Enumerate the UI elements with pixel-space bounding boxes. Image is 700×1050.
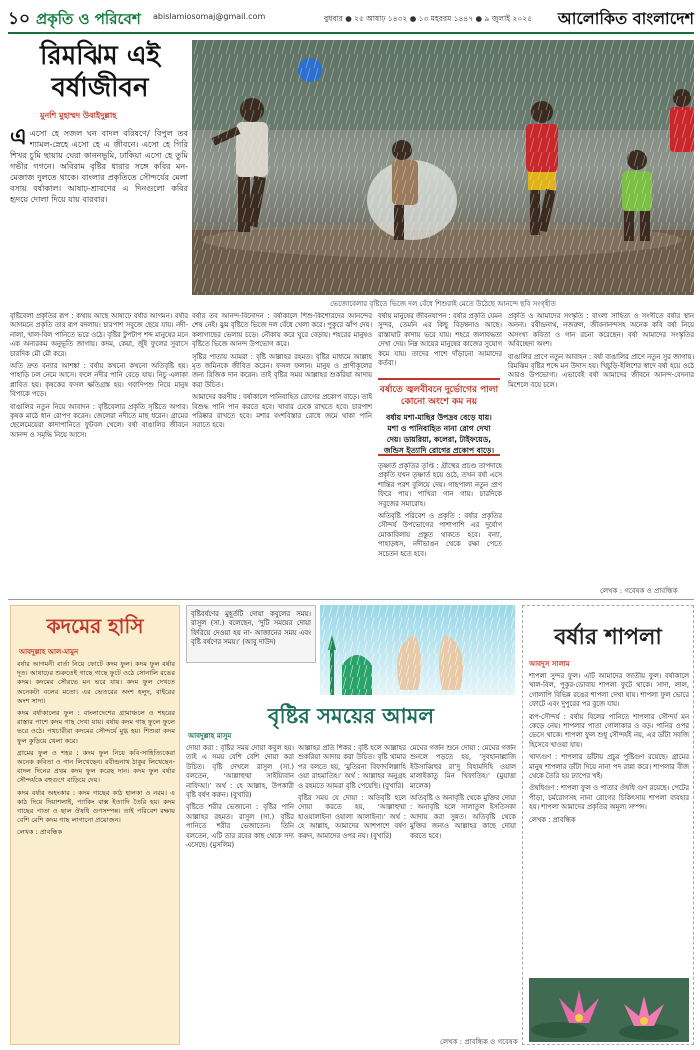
shapla-paragraph: খাদ্যগুণ : শাপলার ডাঁটায় প্রচুর পুষ্টিগুণ রয়েছে। গ্রামের মানুষ শাপলার ডাঁটা দিয়ে নানা পদ রান্না করে। শাপলার বীজ থেকে তৈরি হয় ঢ্যাপের খই। [529, 753, 689, 781]
story-writer: লেখক : গবেষক ও প্রাবন্ধিক [600, 587, 678, 595]
story-paragraph: বৃষ্টিবেলা প্রকৃতির রূপ : কথায় আছে আষাঢ়ে বর্ষার আগমন। বর্ষার আগমনে প্রকৃতি তার রূপ বদলায়। চারপাশ সবুজে ছেয়ে যায়। নদী-নালা, খাল-বিল পানিতে ভরে ওঠে। বৃষ্টির টুপটাপ শব্দ মানুষের মনে এক অন্যরকম অনুভূতি জাগায়। কদম, কেয়া, জুঁই ফুলের সুবাসে চারদিক মৌ মৌ করে। [10, 312, 188, 358]
dua-column-3 [410, 744, 516, 1034]
section-email[interactable]: abislamiosomaj@gmail.com [153, 12, 266, 21]
masthead-logo: আলোকিত বাংলাদেশ [557, 9, 694, 28]
section-title: প্রকৃতি ও পরিবেশ [36, 10, 141, 28]
kadam-writer: লেখক : প্রাবন্ধিক [17, 828, 63, 837]
shapla-body [529, 672, 689, 974]
story-column-1 [10, 312, 188, 594]
shapla-paragraph: রূপ-সৌন্দর্য : বর্ষায় বিলের পানিতে শাপলার সৌন্দর্য মন কেড়ে নেয়। শাপলার পাতা গোলাকার ও বড়। পানির ওপর ভেসে থাকে। শাপলা ফুল শুধু সৌন্দর্যই নয়, এর ডাঁটা সবজি হিসেবে খাওয়া যায়। [529, 712, 689, 749]
hadith-box: বৃষ্টিবর্ষণের মুহূর্তটি দোয়া কবুলের সময়। রাসুল (সা.) বলেছেন, ‘দুটি সময়ের দোয়া ফিরিয়ে দেওয়া হয় না- আজানের সময় এবং বৃষ্টি বর্ষণের সময়।’ (আবু দাউদ) [186, 605, 316, 663]
pull-quote-body: বর্ষায় মশা-মাছির উপদ্রব বেড়ে যায়। মশা ও পানিবাহিত নানা রোগ দেখা দেয়। ডায়রিয়া, কলেরা, টাইফয়েড, জন্ডিস ইত্যাদি রোগের প্রকোপ বাড়ে। [383, 413, 495, 455]
story-paragraph: সৃষ্টির পাতায় আমরা : বৃষ্টি আল্লাহর রহমত। বৃষ্টির মাধ্যমে আল্লাহ মৃত জমিনকে জীবিত করেন। ফসল ফলান। মানুষ ও প্রাণীকূলের জন্য রিজিক দান করেন। তাই বৃষ্টির সময় আল্লাহর শুকরিয়া আদায় করা উচিত। [192, 352, 372, 389]
shapla-writer: লেখক : প্রাবন্ধিক [529, 815, 576, 824]
story-paragraph: তৃষ্ণার্ত প্রকৃতির তৃপ্তি : গ্রীষ্মের প্রচণ্ড তাপদাহে প্রকৃতি যখন তৃষ্ণার্ত হয়ে ওঠে, তখন বর্ষা এসে শান্তির পরশ বুলিয়ে দেয়। গাছপালা নতুন প্রাণ ফিরে পায়। পাখিরা গান গায়। চারদিকে সবুজের সমারোহ। [378, 462, 502, 508]
dua-column-2 [298, 744, 406, 1044]
praying-hands-illustration [320, 605, 515, 695]
story-paragraph: বাঙালির প্রাণে নতুন আবাহন : বর্ষা বাঙালির প্রাণে নতুন সুর জাগায়। রিমঝিম বৃষ্টির শব্দে মন উদাস হয়। খিচুড়ি-ইলিশের স্বাদে বর্ষা হয়ে ওঠে আরও উপভোগ্য। এভাবেই বর্ষা আমাদের জীবনে আনন্দ-বেদনার মিশেলে বয়ে চলে। [508, 352, 694, 389]
kadam-body [17, 660, 175, 1040]
kadam-paragraph: গ্রামের ফুল ও শহর : কদম ফুল নিয়ে কবি-সাহিত্যিকেরা অনেক কবিতা ও গান লিখেছেন। রবীন্দ্রনাথ ঠাকুর লিখেছেন- বাদল দিনের প্রথম কদম ফুল করেছ দান। কদম ফুল বর্ষার সৌন্দর্যকে বহুগুণে বাড়িয়ে দেয়। [17, 748, 175, 785]
story-column-3-bottom [378, 462, 502, 594]
water-lily-image [529, 978, 689, 1042]
dua-paragraph: মেঘের গর্জন শুনে দোয়া : মেঘের গর্জন শুনলে পড়তে হয়, ‘সুবহানাল্লাজি ইউসাব্বিহুর রা’দু বিহামদিহি ওয়াল মালাইকাতু মিন খিফাতিহ।’ (মুয়াত্তা মালেক) [410, 744, 516, 790]
kadam-paragraph: কদম বর্ষাকালের ফুল : বাংলাদেশের গ্রামাঞ্চলে ও শহরের রাস্তার পাশে কদম গাছ দেখা যায়। বর্ষায় কদম গাছ ফুলে ফুলে ভরে ওঠে। পথচারীরা কদমের সৌন্দর্যে মুগ্ধ হয়। শিশুরা কদম ফুল কুড়িয়ে খেলা করে। [17, 709, 175, 745]
section-divider [8, 599, 694, 600]
kadam-paragraph: কদম বর্ষার অহংকার : কদম গাছের কাঠ হালকা ও নরম। এ কাঠ দিয়ে দিয়াশলাই, প্যাকিং বাক্স ইত্যাদি তৈরি হয়। কদম গাছের পাতা ও ছাল ঔষধি গুণসম্পন্ন। তাই পরিবেশ রক্ষায় বেশি বেশি কদম গাছ লাগানো প্রয়োজন। [17, 788, 175, 825]
shapla-paragraph: শাপলা সুন্দর ফুল। এটি আমাদের জাতীয় ফুল। বর্ষাকালে খাল-বিল, পুকুর-ডোবায় শাপলা ফুটে থাকে। সাদা, লাল, গোলাপি বিভিন্ন রঙের শাপলা দেখা যায়। শাপলা ফুল ভোরে ফোটে এবং দুপুরের পর বুজে যায়। [529, 672, 689, 709]
shapla-paragraph: ঔষধিগুণ : শাপলা ফুল ও পাতার ঔষধি গুণ রয়েছে। পেটের পীড়া, চর্মরোগসহ নানা রোগের চিকিৎসায় শাপলা ব্যবহার হয়। শাপলা আমাদের প্রকৃতির অমূল্য সম্পদ। [529, 784, 689, 812]
story-intro [10, 125, 188, 205]
story-column-2 [192, 312, 372, 594]
dateline: বুধবার ● ২৫ আষাঢ় ১৪৩২ ● ১৩ মহররম ১৪৪৭ ● ৯ জুলাই ২০২৫ [324, 14, 532, 23]
kadam-paragraph: বর্ষার আগমনী বার্তা নিয়ে ফোটে কদম ফুল। কদম ফুল বর্ষার দূত। আষাঢ়ের শুরুতেই গাছে গাছে ফুটে ওঠে সোনালি রঙের কদম। কদমের সৌরভে মন ভরে যায়। কদম ফুল দেখতে অনেকটা বলের মতো। এর ভেতরের অংশ হলুদ, বাইরের অংশ সাদা। [17, 660, 175, 705]
story-byline: মুনশি মুহাম্মদ উবাইদুল্লাহ [40, 111, 117, 120]
dua-paragraph: অতিবৃষ্টি ও অনাবৃষ্টি থেকে মুক্তির দোয়া : অনাবৃষ্টি হলে সালাতুল ইসতিসকা আদায় করা সুন্নত। অতিবৃষ্টি থেকে মুক্তির জন্যও আল্লাহর কাছে দোয়া করতে হবে। [410, 794, 516, 840]
story-paragraph: বর্ষায় মানুষের জীবনযাপন : বর্ষার প্রকৃতি যেমন সুন্দর, তেমনি এর কিছু বিড়ম্বনাও আছে। রাস্তাঘাট কাদায় ভরে যায়। শহরে জলাবদ্ধতা দেখা দেয়। নিম্ন আয়ের মানুষের কাজের সুযোগ কমে যায়। তাদের পাশে দাঁড়ানো আমাদের কর্তব্য। [378, 312, 502, 368]
story-photo [192, 40, 694, 295]
page-header [8, 6, 694, 32]
story-intro-text: এসো হে সজল ঘন বাদল বরিষণে/ বিপুল তব শ্যামল-স্নেহে এসো হে এ জীবনে। এসো হে গিরি শিখর চুমি ছায়ায় ঘেরা কাননভূমি, ঢাকিয়া এসো হে তুমি গভীর গগনে। অবিরাম বৃষ্টির ধারার সঙ্গে কবির মন-মেজাজ দুলতে থাকে। বাংলার প্রকৃতিতে সৌন্দর্যের মেলা বসায় বর্ষাকাল। আষাঢ়-শ্রাবণের এ দিনগুলো কবির হৃদয়ে দোলা দিয়ে যায় বারবার। [10, 129, 188, 204]
dua-paragraph: আল্লাহর প্রতি শিকর : বৃষ্টি হলে আল্লাহর শুকরিয়া আদায় করা উচিত। বৃষ্টি থামার পর বলতে হয়, ‘মুতিরনা বিফাদলিল্লাহি ওয়া রাহমাতিহ।’ অর্থ : আল্লাহর অনুগ্রহ ও রহমতে আমরা বৃষ্টি পেয়েছি। (বুখারি) [298, 744, 406, 790]
story-column-3-top [378, 312, 502, 374]
dua-paragraph: বৃষ্টির সময় যে দোয়া : অতিবৃষ্টি হলে দোয়া করতে হয়, ‘আল্লাহুম্মা হাওয়ালাইনা ওয়ালা আলাইনা।’ অর্থ : হে আল্লাহ, আমাদের আশপাশে বর্ষণ করুন, আমাদের ওপর নয়। (বুখারি) [298, 794, 406, 840]
shapla-article [522, 605, 694, 1045]
story-paragraph: প্রকৃতি ও আমাদের সংস্কৃতি : বাংলা সাহিত্য ও সংগীতে বর্ষার স্থান অনন্য। রবীন্দ্রনাথ, নজরুল, জীবনানন্দসহ অনেক কবি বর্ষা নিয়ে অসংখ্য কবিতা ও গান রচনা করেছেন। বর্ষা আমাদের সংস্কৃতির অবিচ্ছেদ্য অংশ। [508, 312, 694, 349]
pull-quote [378, 378, 500, 456]
praying-hands-image [320, 605, 515, 695]
photo-caption: ভেজোবেলার বৃষ্টিতে ভিজে দল বেঁধে শিশুরাই মেতে উঠেছে আনন্দে ছবি সংগৃহীত [330, 300, 556, 308]
kadam-byline: আবদুল্লাহ আল-মামুন [19, 648, 79, 656]
pull-quote-heading: বর্ষাতে জ্বলবীবনে দুর্ভোগের পালা কোনো অংশে কম নয় [379, 385, 499, 407]
dua-paragraph: দোয়া করা : বৃষ্টির সময় দোয়া কবুল হয়। তাই এ সময় বেশি বেশি দোয়া করা উচিত। বৃষ্টি দেখলে রাসুল (সা.) বলতেন, ‘আল্লাহুম্মা সাইয়্যিবান নাফিআ।’ অর্থ : হে আল্লাহ, উপকারী বৃষ্টি বর্ষণ করুন। (বুখারি) [186, 744, 294, 800]
header-divider [8, 32, 694, 34]
story-headline: রিমঝিম এই বর্ষাজীবন [39, 41, 161, 103]
kadam-article [10, 605, 180, 1045]
water-lily-illustration [529, 978, 689, 1042]
story-paragraph: অতিবৃষ্টি পরিবেশ ও প্রকৃতি : বর্ষার প্রকৃতির সৌন্দর্য উপভোগের পাশাপাশি এর দুর্যোগ মোকাবিলায় প্রস্তুত থাকতে হবে। বন্যা, পাহাড়ধস, নদীভাঙন থেকে রক্ষা পেতে সচেতন হতে হবে। [378, 512, 502, 558]
children-in-rain-photo [192, 40, 694, 295]
page-number: ১০ [8, 9, 31, 29]
dua-column-1 [186, 744, 294, 1044]
dua-title: বৃষ্টির সময়ের আমল [267, 703, 435, 728]
story-column-4 [508, 312, 694, 582]
dua-writer: লেখক : প্রাবন্ধিক ও গবেষক [440, 1038, 518, 1046]
story-paragraph: অতি দ্রুত বন্যার আশঙ্কা : বর্ষায় কখনো কখনো অতিবৃষ্টি হয়। পাহাড়ি ঢল নেমে আসে। ফলে নদীর পানি বেড়ে যায়। নিচু এলাকা প্লাবিত হয়। কৃষকের ফসল ক্ষতিগ্রস্ত হয়। গবাদিপশু নিয়ে মানুষ বিপাকে পড়ে। [10, 362, 188, 399]
story-paragraph: বর্ষার তব আনন্দ-বিনোদন : বর্ষাকালে শিশু-কিশোরদের আনন্দের শেষ নেই। ঝুম বৃষ্টিতে ভিজে দল বেঁধে খেলা করে। পুকুরে ঝাঁপ দেয়। কলাগাছের ভেলায় চড়ে। নৌকায় করে ঘুরে বেড়ায়। শহরের মানুষও বৃষ্টিতে ভিজে আনন্দ উপভোগ করে। [192, 312, 372, 349]
dropcap: এ [10, 125, 27, 150]
story-paragraph: বাঙালির নতুন নিয়ে আবাদন : বৃষ্টিবেলার প্রকৃতি সৃষ্টিতে অপার। কৃষক মাঠে ধান রোপণ করেন। জেলেরা নদীতে মাছ ধরেন। গ্রামের ছেলেমেয়েরা কাদাপানিতে ফুটবল খেলে। বর্ষা বাঙালির জীবনে আনন্দ ও সমৃদ্ধি নিয়ে আসে। [10, 402, 188, 439]
shapla-title: বর্ষার শাপলা [554, 624, 662, 650]
dua-paragraph: বৃষ্টিতে শরীর ভেজানো : বৃষ্টির পানি আল্লাহর রহমত। রাসুল (সা.) বৃষ্টির পানিতে শরীর ভেজাতেন। তিনি বলতেন, এটি তার রবের কাছ থেকে সদ্য এসেছে। (মুসলিম) [186, 803, 294, 850]
dua-byline: আবদুল্লাহ মাসুম [188, 732, 232, 740]
shapla-byline: আবদুস সালাম [529, 660, 570, 668]
kadam-title: কদমের হাসি [46, 614, 144, 638]
story-paragraph: আমাদের করণীয় : বর্ষাকালে পানিবাহিত রোগের প্রকোপ বাড়ে। তাই বিশুদ্ধ পানি পান করতে হবে। খাবার ঢেকে রাখতে হবে। চারপাশ পরিষ্কার রাখতে হবে। মশার বংশবিস্তার রোধে জমে থাকা পানি সরাতে হবে। [192, 393, 372, 430]
